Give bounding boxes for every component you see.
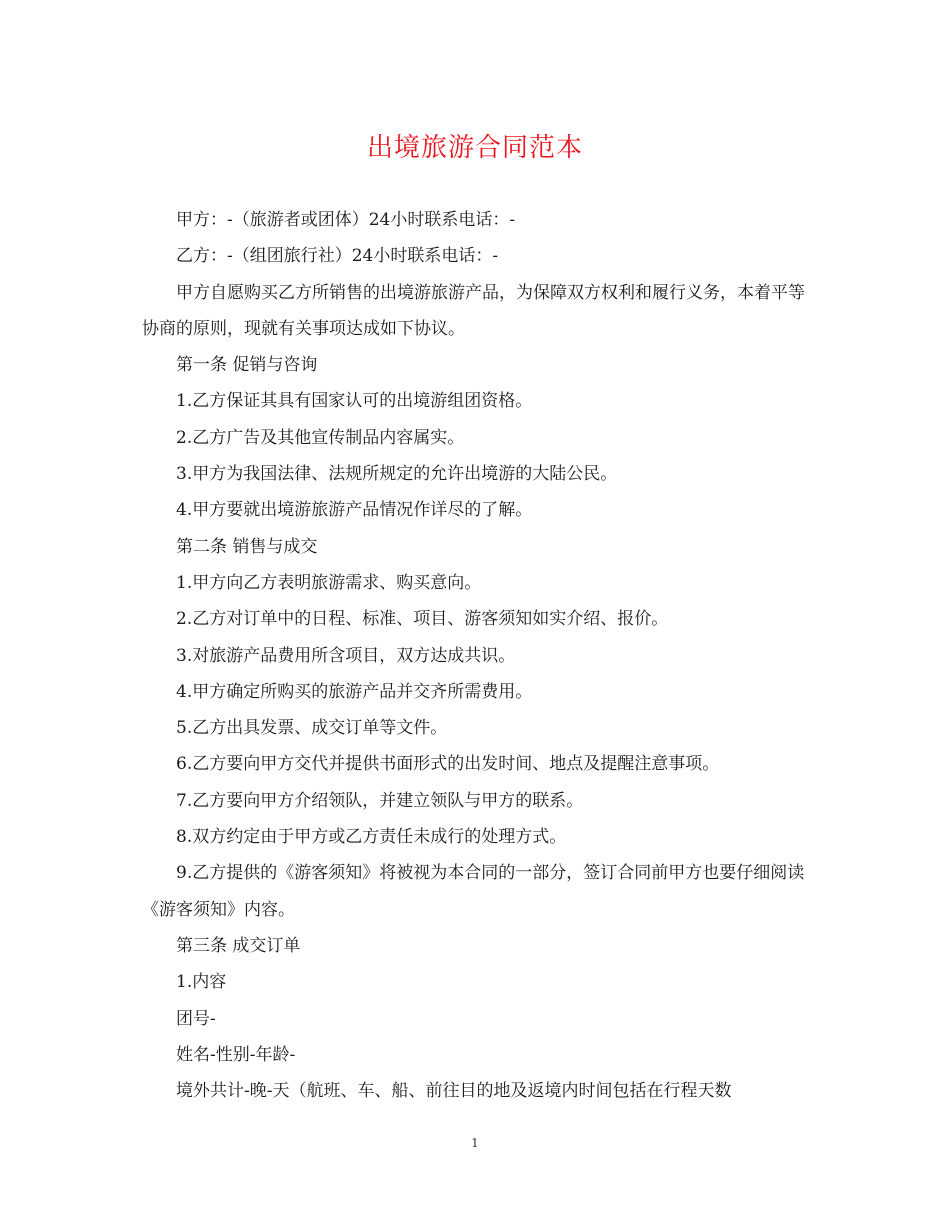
list-item: 2.乙方对订单中的日程、标准、项目、游客须知如实介绍、报价。 bbox=[176, 609, 669, 630]
section-heading-3: 第三条 成交订单 bbox=[176, 935, 301, 956]
paragraph-party-a: 甲方：-（旅游者或团体）24小时联系电话：- bbox=[176, 210, 516, 230]
list-item: 6.乙方要向甲方交代并提供书面形式的出发时间、地点及提醒注意事项。 bbox=[176, 754, 720, 775]
paragraph-intro: 甲方自愿购买乙方所销售的出境游旅游产品，为保障双方权利和履行义务，本着平等协商的原则，现就有关事项达成如下协议。 bbox=[142, 282, 805, 339]
list-item: 3.甲方为我国法律、法规所规定的允许出境游的大陆公民。 bbox=[176, 464, 618, 485]
list-item: 1.甲方向乙方表明旅游需求、购买意向。 bbox=[176, 572, 482, 593]
list-item: 2.乙方广告及其他宣传制品内容属实。 bbox=[176, 427, 465, 448]
page-number: 1 bbox=[471, 1136, 479, 1150]
document-body bbox=[142, 202, 810, 1109]
list-item: 4.甲方确定所购买的旅游产品并交齐所需费用。 bbox=[176, 681, 533, 702]
form-line: 姓名-性别-年龄- bbox=[176, 1044, 296, 1065]
list-item: 8.双方约定由于甲方或乙方责任未成行的处理方式。 bbox=[176, 827, 567, 848]
list-item: 5.乙方出具发票、成交订单等文件。 bbox=[176, 718, 448, 739]
list-item: 4.甲方要就出境游旅游产品情况作详尽的了解。 bbox=[176, 500, 533, 521]
section-heading-1: 第一条 促销与咨询 bbox=[176, 355, 318, 376]
paragraph-party-b: 乙方：-（组团旅行社）24小时联系电话：- bbox=[176, 246, 499, 267]
list-item: 9.乙方提供的《游客须知》将被视为本合同的一部分，签订合同前甲方也要仔细阅读《游客须知》内容。 bbox=[142, 863, 805, 920]
list-item: 1.内容 bbox=[176, 972, 227, 993]
list-item: 3.对旅游产品费用所含项目，双方达成共识。 bbox=[176, 645, 516, 666]
list-item: 7.乙方要向甲方介绍领队，并建立领队与甲方的联系。 bbox=[176, 790, 584, 811]
form-line: 境外共计-晚-天（航班、车、船、前往目的地及返境内时间包括在行程天数 bbox=[176, 1081, 732, 1102]
section-heading-2: 第二条 销售与成交 bbox=[176, 536, 318, 557]
list-item: 1.乙方保证其具有国家认可的出境游组团资格。 bbox=[176, 391, 533, 412]
form-line: 团号- bbox=[176, 1008, 216, 1029]
document-title: 出境旅游合同范本 bbox=[366, 133, 583, 163]
